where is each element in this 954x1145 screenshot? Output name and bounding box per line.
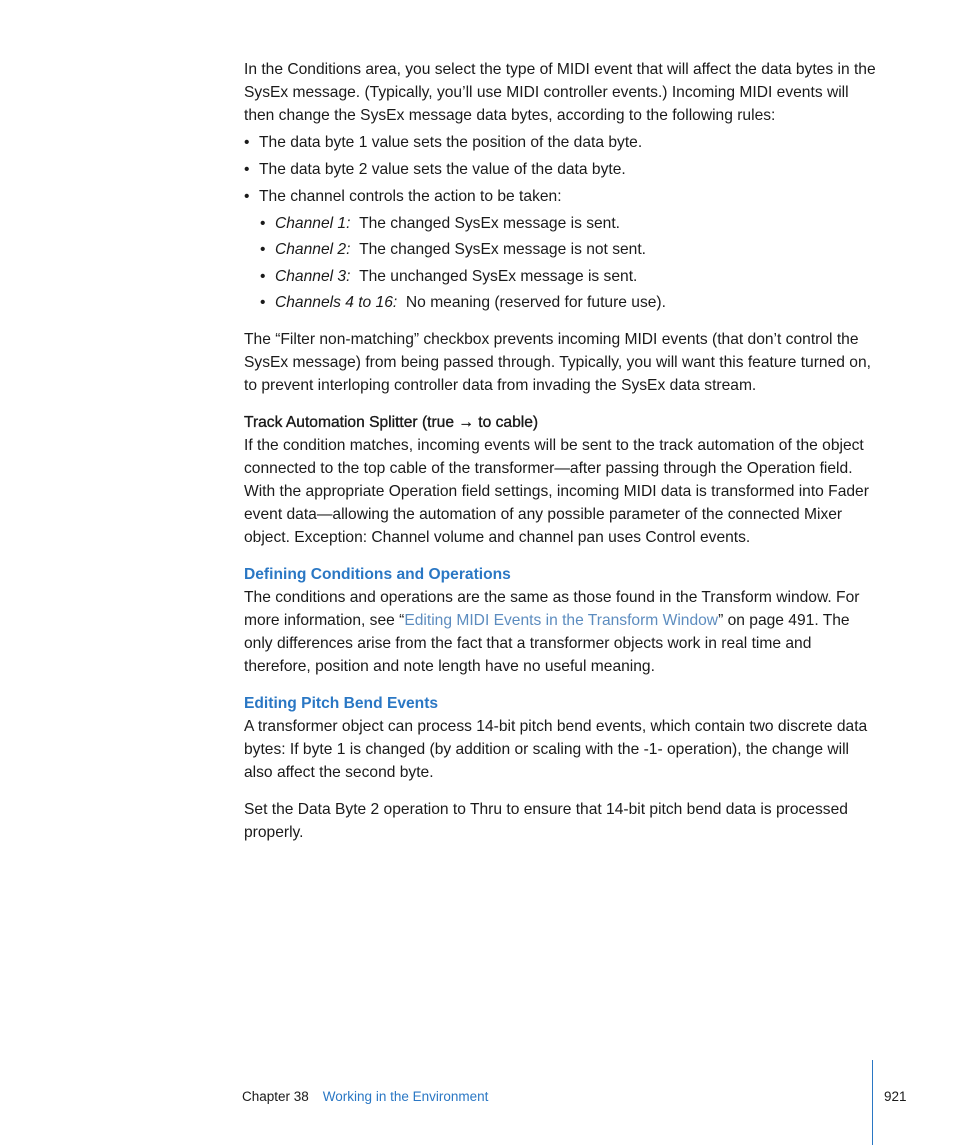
list-item: • The channel controls the action to be taken: [244,185,876,208]
page-number: 921 [884,1089,907,1104]
footer-divider [872,1060,873,1145]
list-item [244,212,876,235]
pitch-heading: Editing Pitch Bend Events [244,695,439,712]
page-footer [242,1089,488,1105]
channel-rule-list [244,212,876,315]
pitch-paragraph-2: Set the Data Byte 2 operation to Thru to ensure that 14-bit pitch bend data is processed properly. [244,801,848,841]
channel-term: Channel 3: [275,267,351,285]
intro-paragraph: In the Conditions area, you select the type of MIDI event that will affect the data bytes in the SysEx message. (Typically, you’ll use MIDI controller events.) Incoming MIDI events will then change the SysEx message data bytes, according to the following rules: [244,61,876,124]
channel-desc: No meaning (reserved for future use). [405,294,666,311]
channel-desc: The changed SysEx message is sent. [359,214,621,232]
channel-term: Channel 2: [275,241,351,258]
transform-window-link[interactable]: Editing MIDI Events in the Transform Window [404,612,719,629]
chapter-title-link[interactable]: Working in the Environment [322,1089,489,1104]
rule-list [244,131,876,208]
list-item: • The data byte 1 value sets the position of the data byte. [244,131,876,154]
defining-heading: Defining Conditions and Operations [244,566,511,583]
channel-desc: The unchanged SysEx message is sent. [359,267,638,285]
splitter-heading: Track Automation Splitter (true → to cable) [244,414,539,431]
list-item [244,291,876,314]
chapter-label: Chapter 38 [242,1089,309,1104]
list-item [244,265,876,288]
pitch-paragraph-1: A transformer object can process 14-bit pitch bend events, which contain two discrete data bytes: If byte 1 is changed (by addition or scaling with the -1- operation), the change will also affect the second byte. [244,718,868,781]
splitter-paragraph: If the condition matches, incoming events will be sent to the track automation of the object connected to the top cable of the transformer—after passing through the Operation field. With the appropriate Operation field settings, incoming MIDI data is transformed into Fader event data—allowing the automation of any possible parameter of the connected Mixer object. Exception: Channel volume and channel pan uses Control events. [244,437,869,546]
page-body [244,58,876,844]
defining-paragraph: The conditions and operations are the same as those found in the Transform window. For more information, see “Editing MIDI Events in the Transform Window” on page 491. The only differences arise from the fact that a transformer objects work in real time and therefore, position and note length have no useful meaning. [244,589,860,675]
list-item [244,238,876,261]
channel-term: Channel 1: [275,214,351,232]
channel-term: Channels 4 to 16: [275,294,398,311]
filter-paragraph: The “Filter non-matching” checkbox prevents incoming MIDI events (that don’t control the SysEx message) from being passed through. Typically, you will want this feature turned on, to prevent interloping controller data from invading the SysEx data stream. [244,331,871,394]
channel-desc: The changed SysEx message is not sent. [359,241,647,258]
list-item: • The data byte 2 value sets the value of the data byte. [244,158,876,181]
